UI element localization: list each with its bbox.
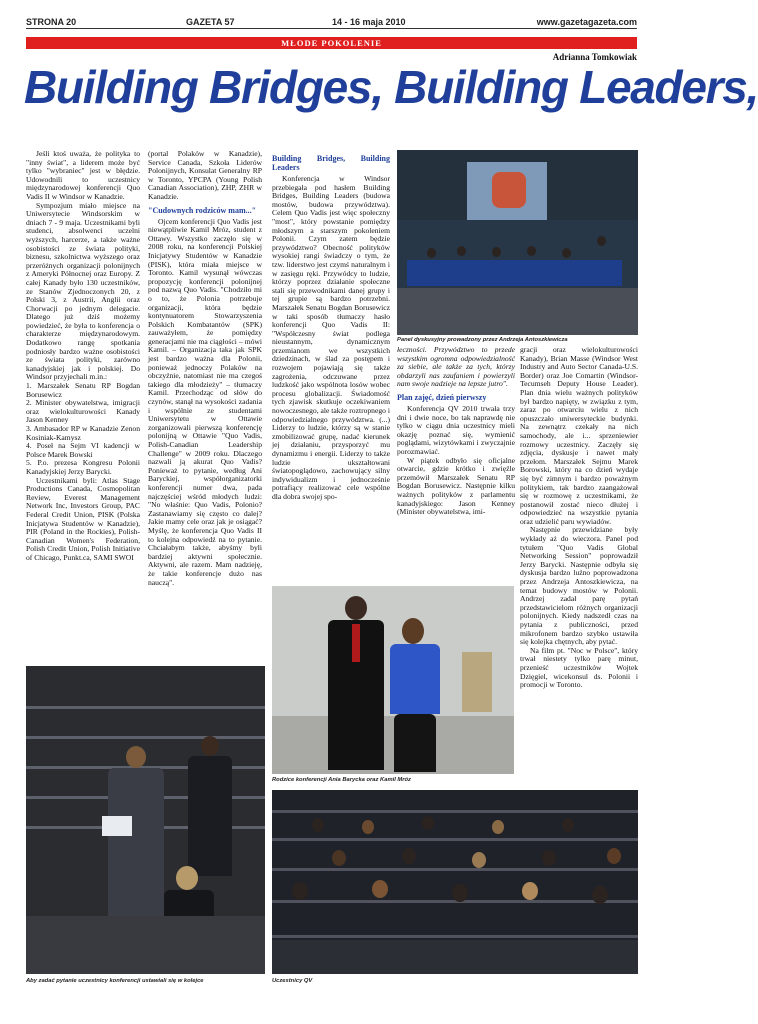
paragraph: Sympozjum miało miejsce na Uniwersytecie Windsorskim w dniach 7 - 9 maja. Uczestnikami byli studenci, absolwenci uczelni wyższych, harcerze, a także ważne osobistości ze świata polityki, biznesu, szkolnictwa wyższego oraz przeróżnych organizacji polonijnych z Ameryki Północnej oraz Europy. Z całej Kanady było 130 uczestników, ze Stanów Zjednoczonych 20, z Polski 3, z Austrii, Anglii oraz Chorwacji po jednym delegacie. Dlatego już dziś możemy powiedzieć, że była to konferencja o charakterze międzynarodowym. Dodatkowo rangę spotkania podniosły bardzo ważne osobistości ze świata polityki, zarówno kanadyjskiej jak i polskiej. Do Windsor przyjechali m.in.:: [26, 200, 140, 382]
paragraph: Ojcem konferencji Quo Vadis jest niewątpliwie Kamil Mróz, student z Ottawy. Wszystko zaczęło się w 2008 roku, na konferencji Polskiej Inicjatywy Studentów w Kanadzie (PISK), która miała miejsce w Toronto. Kamil wysunął wówczas propozycję konferencji polonijnej pod nazwą Quo Vadis. "Chodziło mi o to, że Polonia potrzebuje organizacji, która będzie kontynuatorem Stowarzyszenia Polskich Kombatantów (SPK) zauważyłem, że pomiędzy generacjami nie ma ciągłości – mówi Kamil. – Organizacja taka jak SPK jest bardzo ważna dla Polonii, ponieważ jednoczy Polaków na obczyźnie, natomiast nie ma czegoś takiego dla młodzieży" – tłumaczy Kamil. Przechodząc od słów do czynów, stanął na wysokości zadania i wspólnie ze studentami Uniwersytetu w Ottawie zorganizowali pierwszą konferencję polonijną w Ottawie "Quo Vadis, Polish-Canadian Leadership Challenge" w 2009 roku. Dlaczego nazwali ją akurat Quo Vadis? Ponieważ to pytanie, według Ani Baryckiej, współorganizatorki konferencji numer dwa, pada najczęściej wśród młodych ludzi: "No właśnie: Quo Vadis, Polonio? Zastanawiamy się często co dalej? Jakie mamy cele oraz jak je osiągać? Myślę, że konferencja Quo Vadis II to kolejna odpowiedź na to pytanie. Chciałabym także, abyśmy byli bardziej aktywni społecznie. Aktywni, ale razem. Mam nadzieję, że takie konferencje dużo nas nauczą".: [148, 216, 262, 587]
article-column-1: [26, 150, 140, 563]
photo-caption-queue: Aby zadać pytanie uczestnicy konferencji ustawiali się w kolejce: [26, 978, 204, 984]
photo-audience: [272, 790, 638, 974]
list-item: 4. Poseł na Sejm VI kadencji w Polsce Marek Bowski: [26, 441, 140, 459]
paragraph: łeczności. Przywództwo to przede wszystkim ogromna odpowiedzialność za siebie, ale także za tych, którzy obdarzyli nas zaufaniem i powierzyli nam swoje nadzieje na lepsze jutro".: [397, 345, 515, 389]
article-column-3: [272, 150, 390, 502]
photo-caption-organizers: Rodzice konferencji Ania Barycka oraz Kamil Mróz: [272, 777, 411, 783]
paragraph: Następnie przewidziane były wykłady aż do wieczora. Panel pod tytułem "Quo Vadis Global Networking Session" poprowadził Jerzy Barycki. Następnie odbyła się dyskusja bardzo luźno poprowadzona przez Andrzeja Antoszkiewicza, na temat budowy mostów w Polonii. Andrzej zadał parę pytań przedstawicielom różnych organizacji polonijnych. Kiedy nadszedł czas na pytania z publiczności, przed mikrofonem bardzo szybko ustawiła się kolejka chętnych, aby pytać.: [520, 525, 638, 647]
photo-caption-panel: Panel dyskusyjny prowadzony przez Andrzeja Antoszkiewicza: [397, 337, 568, 343]
paragraph: Jeśli ktoś uważa, że polityka to "inny świat", a liderem może być tylko "wybraniec" jest w błędzie. Udowodnili to uczestnicy międzynarodowej konferencji Quo Vadis II w Windsor w Kanadzie.: [26, 149, 140, 201]
photo-question-queue: [26, 666, 265, 974]
article-column-5: [520, 346, 638, 690]
paragraph: W piątek odbyło się oficjalne otwarcie, gdzie krótko i zwięźle przemówił Marszałek Senatu RP Bogdan Borusewicz. Następnie kilku ważnych polityków z parlamentu kanadyjskiego: Jason Kenney (Minister obywatelstwa, imi-: [397, 455, 515, 517]
issue-date: 14 - 16 maja 2010: [332, 17, 406, 27]
photo-organizers: [272, 586, 514, 774]
paragraph: Na film pt. "Noc w Polsce", który trwał niestety tylko parę minut, przenieść uczestników Wojtek Dzięgiel, wicekonsul ds. Polonii i promocji w Toronto.: [520, 645, 638, 690]
list-item: 5. P.o. prezesa Kongresu Polonii Kanadyjskiej Jerzy Barycki.: [26, 458, 140, 476]
subheading: Building Bridges, Building Leaders: [272, 154, 390, 172]
paragraph: Konferencja w Windsor przebiegała pod hasłem Building Bridges, Building Leaders (budowa mostów, budowa przywództwa). Celem Quo Vadis jest więc społeczny "most", który powstanie pomiędzy młodszym a starszym pokoleniem Polonii. Czym zatem będzie przywództwo? Obecność polityków wysokiej rangi świadczy o tym, że tzw. liderstwo jest czymś naturalnym i w zasięgu ręki. Przywódcy to ludzie, którzy poprzez działanie społeczne stali się przewodnikami danej grupy i tej grupie są bardzo potrzebni. Marszałek Senatu Bogdan Borusewicz w taki sposób tłumaczy hasło konferencji Quo Vadis II: "Współczesny świat podlega nieustannym, dynamicznym przemianom we wszystkich dziedzinach, w ślad za postępem i rozwojem pojawiają się także zagrożenia, odczuwane przez ludzkość jako wspólnota losów wobec procesu globalizacji. Świadomość tych zjawisk skutkuje oczekiwaniem nowoczesnego, ale także roztropnego i odpowiedzialnego przywództwa. (...) Liderzy to ludzie, którzy są w stanie zmobilizować grupę, nadać kierunek jej działaniu, przysporzyć mu dynamizmu i energii. Liderzy to także ludzie ukształtowani światopoglądowo, zachowujący silny indywidualizm i jednocześnie potrafiący realizować cele wspólne dla dobra swojej spo-: [272, 174, 390, 501]
list-item: 3. Ambasador RP w Kanadzie Zenon Kosiniak-Kamysz: [26, 424, 140, 442]
section-bar: [26, 37, 637, 49]
article-author: Adrianna Tomkowiak: [552, 52, 637, 62]
list-item: 2. Minister obywatelstwa, imigracji oraz wielokulturowości Kanady Jason Kenney: [26, 398, 140, 425]
site-url[interactable]: www.gazetagazeta.com: [536, 17, 637, 27]
paragraph: Konferencja QV 2010 trwała trzy dni i dwie noce, bo tak naprawdę nie tylko w ciągu dnia uczestnicy mieli okazję poznać się, wymienić poglądami, wizytówkami i zwyczajnie porozmawiać.: [397, 403, 515, 456]
photo-panel-discussion: [397, 150, 638, 335]
paragraph: (portal Polaków w Kanadzie), Service Canada, Szkoła Liderów Polonijnych, Konsulat Generalny RP w Toronto, YPCPA (Young Polish Canadian Association), ZHP, ZHR w Kanadzie.: [148, 149, 262, 201]
paragraph: gracji oraz wielokulturowości Kanady), Brian Masse (Windsor West Industry and Auto Sector Canada-U.S. Border) oraz Joe Comartin (Windsor-Tecumseh Deputy House Leader). Plan dnia wielu ważnych polityków był bardzo napięty, w związku z tym, zaraz po otwarciu wielu z nich opuszczało uniwersyteckie budynki. Na zewnątrz czekały na nich samochody, ale i... sprzeniewier rozmowy uczestnicy. Zaczęły się zdjęcia, dyskusje i nawet mały przełom. Marszałek Sejmu Marek Borowski, który na co dzień wydaje się być zimnym i bardzo poważnym politykiem, tak bardzo zaangażował się w rozmowę z uczestnikami, że postanowił zostać nieco dłużej i odpowiedzieć na wszystkie pytania oraz udzielić paru wywiadów.: [520, 345, 638, 526]
article-column-2: [148, 150, 262, 587]
section-title: MŁODE POKOLENIE: [281, 38, 382, 48]
page-header: [26, 4, 637, 26]
header-divider: [26, 28, 637, 29]
photo-caption-audience: Uczestnicy QV: [272, 978, 313, 984]
paragraph: Uczestnikami byli: Atlas Stage Productions Canada, Cosmopolitan Review, Everest Management Network Inc, Investors Group, PAC Federal Credit Union, PISK (Polska Inicjatywa Studentów w Kanadzie), PIR (Poland in the Rockies), Polish-Canadian Women's Federation, Polish Credit Union, Polish Initiative of Chicago, Punkt.ca, SAMI SWOI: [26, 475, 140, 562]
subheading: "Cudownych rodziców mam...": [148, 205, 257, 215]
article-column-4: [397, 346, 515, 517]
subheading: Plan zajęć, dzień pierwszy: [397, 392, 487, 402]
list-item: 1. Marszałek Senatu RP Bogdan Borusewicz: [26, 381, 140, 399]
paper-issue: GAZETA 57: [186, 17, 235, 27]
article-headline: Building Bridges, Building Leaders,: [24, 61, 758, 113]
page-number: STRONA 20: [26, 17, 77, 27]
